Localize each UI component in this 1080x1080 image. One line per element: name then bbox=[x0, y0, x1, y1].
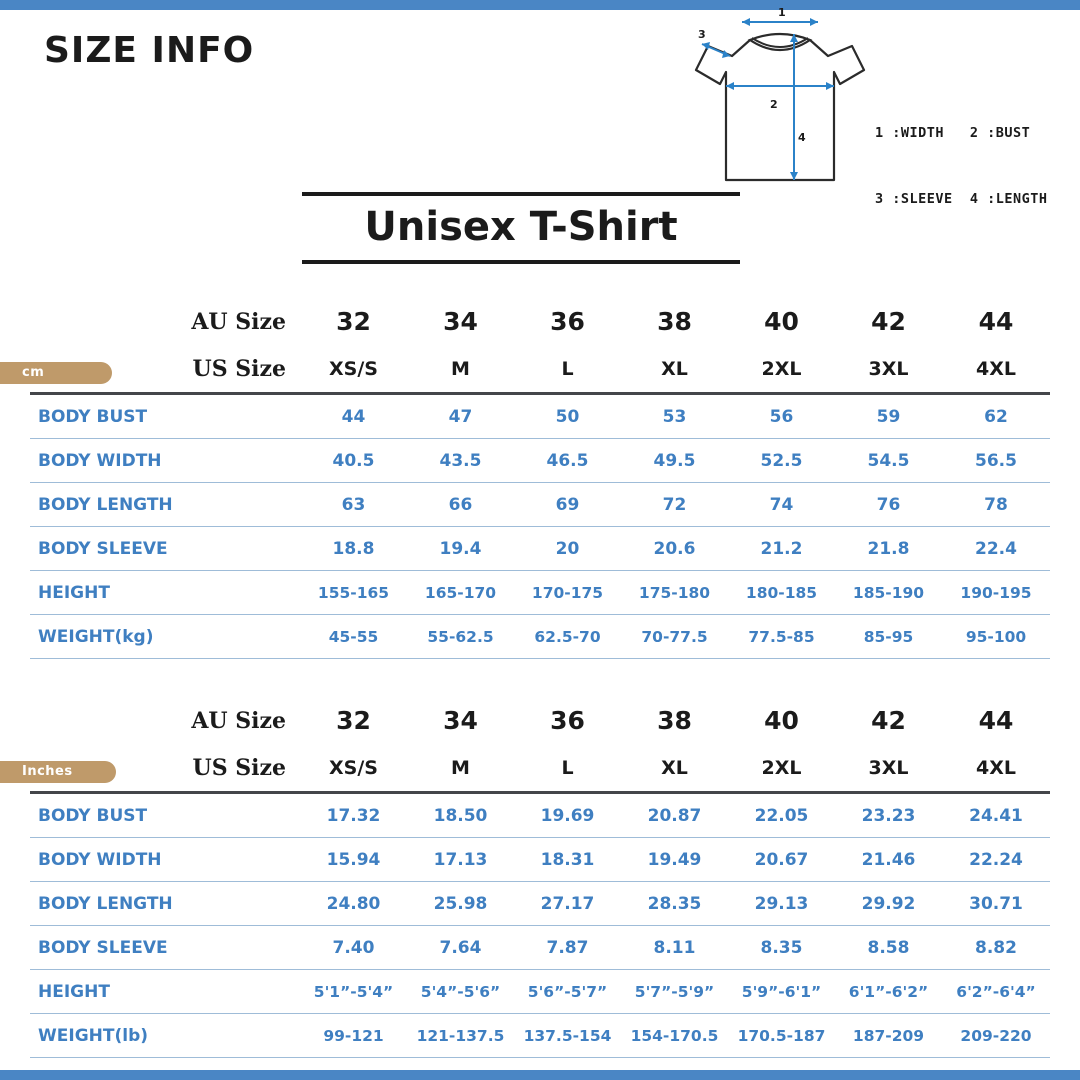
table-cell: 154-170.5 bbox=[621, 1014, 728, 1058]
table-cell: 20.87 bbox=[621, 793, 728, 838]
header-us-value: L bbox=[514, 345, 621, 394]
table-cell: 7.64 bbox=[407, 926, 514, 970]
table-cell: 5'9”-6'1” bbox=[728, 970, 835, 1014]
table-cell: 72 bbox=[621, 483, 728, 527]
table-cell: 5'6”-5'7” bbox=[514, 970, 621, 1014]
table-cell: 8.82 bbox=[942, 926, 1050, 970]
table-cell: 7.87 bbox=[514, 926, 621, 970]
table-cell: 170-175 bbox=[514, 571, 621, 615]
table-cell: 175-180 bbox=[621, 571, 728, 615]
table-cell: 209-220 bbox=[942, 1014, 1050, 1058]
table-cell: 45-55 bbox=[300, 615, 407, 659]
table-cell: 20.67 bbox=[728, 838, 835, 882]
table-cell: 165-170 bbox=[407, 571, 514, 615]
table-cell: 185-190 bbox=[835, 571, 942, 615]
table-header-row-us bbox=[30, 345, 1050, 394]
row-label: BODY LENGTH bbox=[30, 882, 300, 926]
header-us-value: M bbox=[407, 744, 514, 793]
table-cell: 63 bbox=[300, 483, 407, 527]
unit-badge-cm: cm bbox=[0, 362, 112, 384]
size-table-cm bbox=[30, 298, 1050, 659]
table-cell: 62 bbox=[942, 394, 1050, 439]
header-au-value: 42 bbox=[871, 706, 906, 735]
table-row bbox=[30, 483, 1050, 527]
header-au-value: 42 bbox=[871, 307, 906, 336]
legend-line-2: 3 :SLEEVE 4 :LENGTH bbox=[875, 191, 1048, 207]
header-au-value: 40 bbox=[764, 706, 799, 735]
header-au-value: 38 bbox=[657, 706, 692, 735]
product-title-block bbox=[302, 192, 740, 264]
table-cell: 52.5 bbox=[728, 439, 835, 483]
table-cell: 44 bbox=[300, 394, 407, 439]
svg-text:3: 3 bbox=[698, 28, 706, 41]
table-cell: 170.5-187 bbox=[728, 1014, 835, 1058]
unit-badge-inches: Inches bbox=[0, 761, 116, 783]
header-au-value: 44 bbox=[978, 706, 1014, 735]
table-cell: 30.71 bbox=[942, 882, 1050, 926]
header-au-value: 38 bbox=[657, 307, 692, 336]
table-cell: 21.46 bbox=[835, 838, 942, 882]
table-cell: 74 bbox=[728, 483, 835, 527]
table-cell: 22.05 bbox=[728, 793, 835, 838]
table-cell: 18.50 bbox=[407, 793, 514, 838]
table-cell: 27.17 bbox=[514, 882, 621, 926]
table-header-row-au bbox=[30, 298, 1050, 345]
table-cell: 6'1”-6'2” bbox=[835, 970, 942, 1014]
bottom-accent-bar bbox=[0, 1070, 1080, 1080]
table-cell: 121-137.5 bbox=[407, 1014, 514, 1058]
row-label: BODY BUST bbox=[30, 394, 300, 439]
table-row bbox=[30, 1014, 1050, 1058]
product-title: Unisex T-Shirt bbox=[302, 192, 740, 264]
table-cell: 18.8 bbox=[300, 527, 407, 571]
row-label: BODY WIDTH bbox=[30, 439, 300, 483]
table-cell: 23.23 bbox=[835, 793, 942, 838]
header-us-value: 3XL bbox=[835, 744, 942, 793]
table-cell: 99-121 bbox=[300, 1014, 407, 1058]
table-cell: 53 bbox=[621, 394, 728, 439]
table-cell: 46.5 bbox=[514, 439, 621, 483]
row-label: BODY SLEEVE bbox=[30, 926, 300, 970]
table-cell: 8.11 bbox=[621, 926, 728, 970]
table-cell: 70-77.5 bbox=[621, 615, 728, 659]
row-label: HEIGHT bbox=[30, 970, 300, 1014]
table-cell: 49.5 bbox=[621, 439, 728, 483]
row-label: BODY WIDTH bbox=[30, 838, 300, 882]
table-cell: 85-95 bbox=[835, 615, 942, 659]
table-row bbox=[30, 970, 1050, 1014]
header-au-value: 36 bbox=[550, 307, 585, 336]
svg-text:2: 2 bbox=[770, 98, 778, 111]
header-au-value: 34 bbox=[443, 307, 478, 336]
header-us-value: L bbox=[514, 744, 621, 793]
diagram-legend bbox=[875, 78, 1048, 254]
row-label: BODY LENGTH bbox=[30, 483, 300, 527]
header-au-value: 32 bbox=[336, 307, 371, 336]
header-au-value: 40 bbox=[764, 307, 799, 336]
table-cell: 55-62.5 bbox=[407, 615, 514, 659]
table-cell: 29.92 bbox=[835, 882, 942, 926]
header-au-value: 34 bbox=[443, 706, 478, 735]
table-row bbox=[30, 439, 1050, 483]
table-cell: 56 bbox=[728, 394, 835, 439]
table-cell: 187-209 bbox=[835, 1014, 942, 1058]
table-row bbox=[30, 571, 1050, 615]
table-header-row-au bbox=[30, 697, 1050, 744]
table-cell: 76 bbox=[835, 483, 942, 527]
table-cell: 17.13 bbox=[407, 838, 514, 882]
header-au-value: 44 bbox=[978, 307, 1014, 336]
table-cell: 19.4 bbox=[407, 527, 514, 571]
header-au-value: 32 bbox=[336, 706, 371, 735]
table-cell: 5'1”-5'4” bbox=[300, 970, 407, 1014]
table-cell: 24.80 bbox=[300, 882, 407, 926]
header-label-us-size: US Size bbox=[30, 744, 300, 793]
header-us-value: 3XL bbox=[835, 345, 942, 394]
table-cell: 6'2”-6'4” bbox=[942, 970, 1050, 1014]
row-label: HEIGHT bbox=[30, 571, 300, 615]
table-row bbox=[30, 838, 1050, 882]
table-cell: 18.31 bbox=[514, 838, 621, 882]
table-cell: 62.5-70 bbox=[514, 615, 621, 659]
table-cell: 21.8 bbox=[835, 527, 942, 571]
table-cell: 19.49 bbox=[621, 838, 728, 882]
header-us-value: 4XL bbox=[942, 345, 1050, 394]
header-us-value: XL bbox=[621, 744, 728, 793]
table-row bbox=[30, 615, 1050, 659]
table-cell: 8.35 bbox=[728, 926, 835, 970]
table-cell: 19.69 bbox=[514, 793, 621, 838]
row-label: BODY SLEEVE bbox=[30, 527, 300, 571]
header-au-value: 36 bbox=[550, 706, 585, 735]
table-cell: 77.5-85 bbox=[728, 615, 835, 659]
header-label-au-size: AU Size bbox=[191, 308, 286, 335]
legend-line-1: 1 :WIDTH 2 :BUST bbox=[875, 125, 1031, 141]
header-us-value: XL bbox=[621, 345, 728, 394]
header-us-value: M bbox=[407, 345, 514, 394]
header-label-us-size: US Size bbox=[30, 345, 300, 394]
table-row bbox=[30, 394, 1050, 439]
table-cell: 155-165 bbox=[300, 571, 407, 615]
table-cell: 7.40 bbox=[300, 926, 407, 970]
header-us-value: 2XL bbox=[728, 345, 835, 394]
size-table-inches bbox=[30, 697, 1050, 1058]
table-cell: 40.5 bbox=[300, 439, 407, 483]
table-cell: 25.98 bbox=[407, 882, 514, 926]
table-cell: 180-185 bbox=[728, 571, 835, 615]
table-cell: 28.35 bbox=[621, 882, 728, 926]
row-label: WEIGHT(lb) bbox=[30, 1014, 300, 1058]
table-cell: 20 bbox=[514, 527, 621, 571]
table-row bbox=[30, 926, 1050, 970]
header-us-value: XS/S bbox=[300, 345, 407, 394]
table-cell: 66 bbox=[407, 483, 514, 527]
table-cell: 21.2 bbox=[728, 527, 835, 571]
svg-text:1: 1 bbox=[778, 8, 786, 19]
table-cell: 43.5 bbox=[407, 439, 514, 483]
row-label: BODY BUST bbox=[30, 793, 300, 838]
page-title: SIZE INFO bbox=[44, 30, 255, 71]
table-cell: 47 bbox=[407, 394, 514, 439]
table-cell: 15.94 bbox=[300, 838, 407, 882]
table-cell: 190-195 bbox=[942, 571, 1050, 615]
table-cell: 5'7”-5'9” bbox=[621, 970, 728, 1014]
table-cell: 22.4 bbox=[942, 527, 1050, 571]
table-cell: 24.41 bbox=[942, 793, 1050, 838]
table-cell: 29.13 bbox=[728, 882, 835, 926]
row-label: WEIGHT(kg) bbox=[30, 615, 300, 659]
header-us-value: XS/S bbox=[300, 744, 407, 793]
table-cell: 78 bbox=[942, 483, 1050, 527]
table-cell: 17.32 bbox=[300, 793, 407, 838]
table-cell: 56.5 bbox=[942, 439, 1050, 483]
svg-text:4: 4 bbox=[798, 131, 806, 144]
table-header-row-us bbox=[30, 744, 1050, 793]
header-us-value: 2XL bbox=[728, 744, 835, 793]
table-cell: 54.5 bbox=[835, 439, 942, 483]
header-us-value: 4XL bbox=[942, 744, 1050, 793]
table-cell: 69 bbox=[514, 483, 621, 527]
table-cell: 5'4”-5'6” bbox=[407, 970, 514, 1014]
table-row bbox=[30, 793, 1050, 838]
table-cell: 50 bbox=[514, 394, 621, 439]
table-row bbox=[30, 882, 1050, 926]
table-cell: 8.58 bbox=[835, 926, 942, 970]
table-cell: 59 bbox=[835, 394, 942, 439]
table-row bbox=[30, 527, 1050, 571]
table-cell: 22.24 bbox=[942, 838, 1050, 882]
header-label-au-size: AU Size bbox=[191, 707, 286, 734]
table-cell: 95-100 bbox=[942, 615, 1050, 659]
table-cell: 137.5-154 bbox=[514, 1014, 621, 1058]
table-cell: 20.6 bbox=[621, 527, 728, 571]
